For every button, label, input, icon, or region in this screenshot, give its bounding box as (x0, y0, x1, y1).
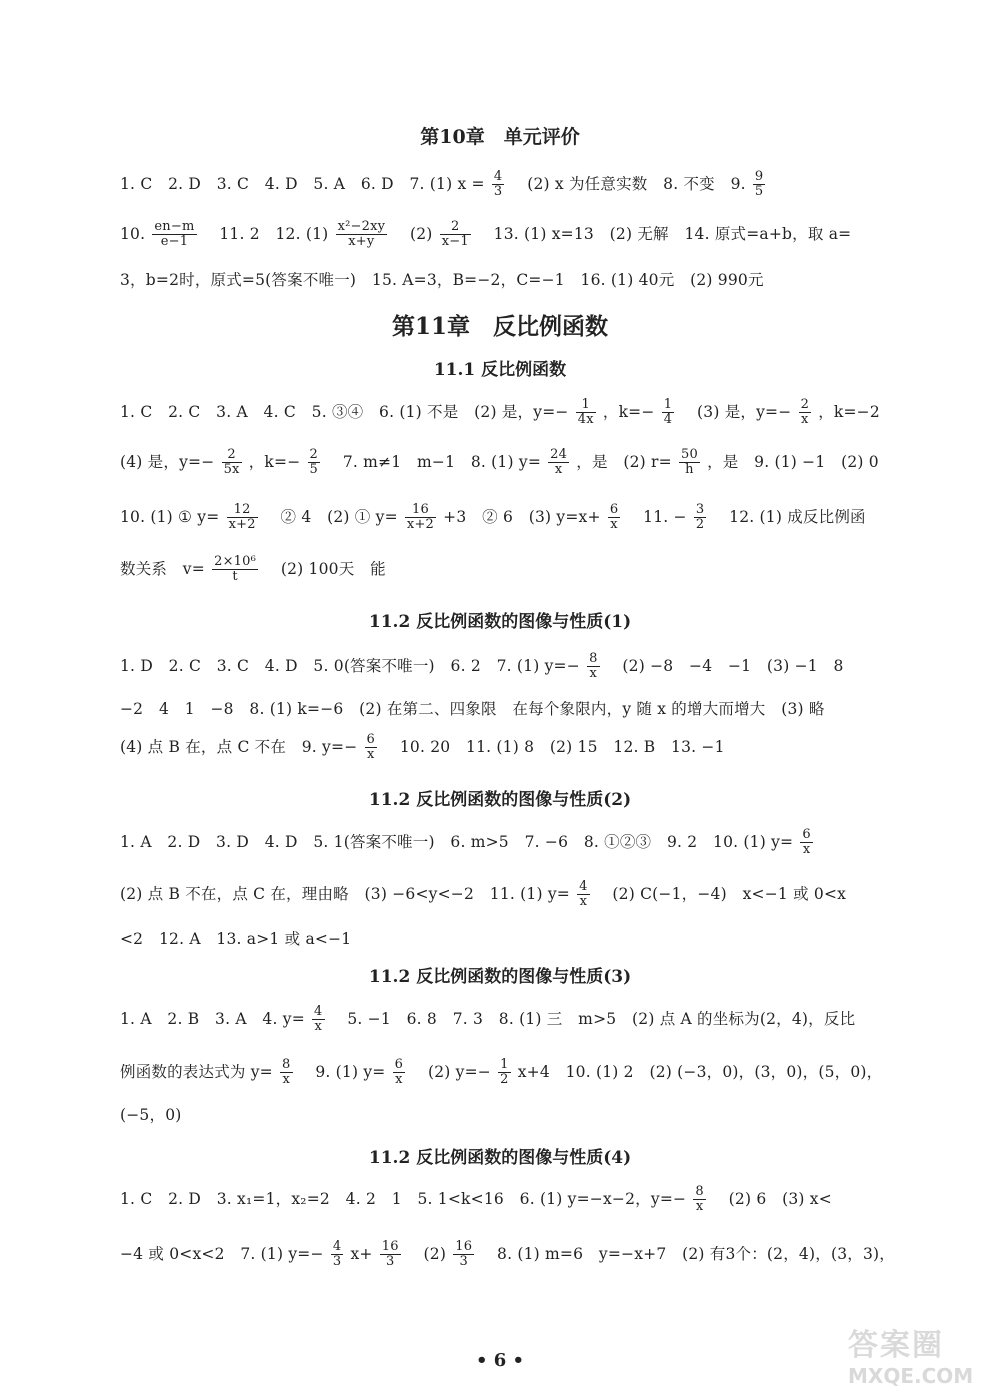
fraction (577, 880, 589, 910)
text-segment: ② 4 (2) ① y= (264, 507, 398, 526)
numerator: 1 (576, 398, 596, 413)
fraction (222, 448, 242, 478)
text-segment: +3 ② 6 (3) y=x+ (443, 507, 601, 526)
denominator: x (801, 412, 809, 428)
fraction (380, 1240, 401, 1270)
text-segment: ，k=− (248, 452, 301, 471)
denominator: x (589, 666, 598, 682)
text-segment: 例函数的表达式为 y= (120, 1062, 273, 1081)
text-segment: 10. (120, 224, 146, 243)
text-segment: 1. C 2. D 3. x₁=1，x₂=2 4. 2 1 5. 1<k<16 6. (1) y=−x−2，y=− (120, 1189, 687, 1208)
fraction (498, 1058, 510, 1088)
text-segment: 数关系 v= (120, 559, 205, 578)
denominator: x (610, 517, 618, 533)
fraction (405, 503, 436, 533)
numerator: 4 (314, 1004, 323, 1019)
numerator: 2 (800, 397, 810, 412)
numerator: x²−2xy (337, 219, 386, 234)
numerator: 2×10⁶ (214, 554, 257, 569)
s4-line-1 (120, 1005, 890, 1035)
fraction (331, 1240, 343, 1270)
text-segment: 1. D 2. C 3. C 4. D 5. 0(答案不唯一) 6. 2 7. (1) y=− (120, 656, 580, 675)
section-11-2-2-title: 11.2 反比例函数的图像与性质(2) (368, 790, 632, 810)
numerator: 6 (394, 1057, 404, 1072)
fraction (308, 448, 320, 478)
fraction (492, 170, 504, 200)
numerator: 24 (550, 447, 568, 462)
text-segment: 10. (1) ① y= (120, 507, 220, 526)
text-segment: (2) x 为任意实数 8. 不变 9. (511, 174, 746, 193)
chapter11-title: 第11章 反比例函数 (391, 313, 608, 340)
denominator: 2 (695, 517, 705, 533)
text-segment: 13. (1) x=13 (2) 无解 14. 原式=a+b，取 a= (477, 224, 852, 243)
fraction (393, 1058, 405, 1088)
text-segment: 12. (1) 成反比例函 (713, 507, 866, 526)
s5-line-2 (120, 1239, 895, 1270)
fraction (693, 1185, 705, 1215)
denominator: x−1 (441, 234, 469, 250)
numerator: 16 (455, 1239, 473, 1254)
text-segment: (3) 是，y=− (681, 402, 792, 421)
text-segment: ，k=− (602, 402, 655, 421)
watermark (848, 1320, 988, 1388)
s1-line-1 (120, 398, 890, 428)
s4-line-2 (120, 1058, 890, 1088)
denominator: 3 (332, 1254, 342, 1270)
denominator: 3 (493, 184, 503, 200)
numerator: en−m (154, 219, 195, 234)
text-segment: x+ (350, 1244, 373, 1263)
fraction (453, 1240, 474, 1270)
denominator: x+2 (406, 517, 435, 533)
denominator: x (579, 894, 588, 910)
fraction (365, 733, 377, 763)
section-11-2-3-title: 11.2 反比例函数的图像与性质(3) (368, 967, 632, 987)
s1-line-2 (120, 448, 890, 478)
denominator: 5 (309, 462, 319, 478)
numerator: 6 (802, 827, 811, 842)
denominator: x (282, 1072, 291, 1088)
numerator: 2 (440, 220, 471, 235)
ch10-line-1 (120, 170, 890, 200)
numerator: 6 (609, 502, 619, 517)
denominator: x (367, 747, 375, 763)
text-segment: 8. (1) m=6 y=−x+7 (2) 有3个：(2，4)，(3，3)， (481, 1244, 895, 1263)
fraction (227, 503, 258, 533)
text-segment: (2) −8 −4 −1 (3) −1 8 (606, 656, 844, 675)
fraction (694, 503, 706, 533)
denominator: 3 (385, 1254, 395, 1270)
text-segment: −4 或 0<x<2 7. (1) y=− (120, 1244, 324, 1263)
fraction (800, 828, 812, 858)
text-segment: 1. A 2. B 3. A 4. y= (120, 1009, 305, 1028)
fraction (799, 398, 811, 428)
denominator: 4x (577, 412, 594, 428)
fraction (280, 1058, 292, 1088)
fraction (662, 398, 674, 428)
section-11-2-4-title: 11.2 反比例函数的图像与性质(4) (368, 1148, 632, 1168)
text-segment: (2) 点 B 不在，点 C 在，理由略 (3) −6<y<−2 11. (1) y= (120, 884, 570, 903)
numerator: 1 (663, 397, 673, 412)
denominator: 4 (663, 412, 673, 428)
denominator: 5 (754, 184, 764, 200)
numerator: 16 (405, 503, 436, 518)
numerator: 4 (332, 1239, 342, 1254)
text-segment: (2) y=− (412, 1062, 491, 1081)
text-segment: 5. −1 6. 8 7. 3 8. (1) 三 m>5 (2) 点 A 的坐标为(2，4)，反比 (331, 1009, 856, 1028)
denominator: t (232, 569, 238, 585)
fraction (576, 398, 596, 428)
fraction (336, 220, 388, 250)
s3-line-3: <2 12. A 13. a>1 或 a<−1 (120, 930, 352, 948)
numerator: 3 (695, 502, 705, 517)
fraction (753, 170, 765, 200)
text-segment: x+4 10. (1) 2 (2) (−3，0)，(3，0)，(5，0)， (517, 1062, 883, 1081)
fraction (440, 220, 471, 250)
text-segment: (4) 是，y=− (120, 452, 215, 471)
section-11-1-title: 11.1 反比例函数 (433, 360, 567, 380)
s2-line-2: −2 4 1 −8 8. (1) k=−6 (2) 在第二、四象限 在每个象限内，y 随 x 的增大而增大 (3) 略 (120, 700, 825, 718)
numerator: 4 (579, 879, 588, 894)
fraction (152, 220, 196, 250)
denominator: x (395, 1072, 403, 1088)
fraction (679, 448, 700, 478)
s2-line-3 (120, 733, 890, 763)
chapter10-title: 第10章 单元评价 (420, 126, 580, 148)
numerator: 8 (282, 1057, 291, 1072)
fraction (608, 503, 620, 533)
numerator: 2 (309, 447, 319, 462)
text-segment: 9. (1) y= (299, 1062, 386, 1081)
text-segment: 1. A 2. D 3. D 4. D 5. 1(答案不唯一) 6. m>5 7. −6 8. ①②③ 9. 2 10. (1) y= (120, 832, 794, 851)
s1-line-4 (120, 555, 890, 585)
text-segment: 1. C 2. C 3. A 4. C 5. ③④ 6. (1) 不是 (2) 是，y=− (120, 402, 569, 421)
denominator: 2 (500, 1072, 509, 1088)
numerator: 9 (754, 169, 764, 184)
denominator: x+2 (228, 517, 256, 533)
fraction (548, 448, 569, 478)
numerator: 8 (695, 1184, 704, 1199)
text-segment: (2) C(−1，−4) x<−1 或 0<x (596, 884, 847, 903)
denominator: x+y (348, 234, 375, 250)
text-segment: 1. C 2. D 3. C 4. D 5. A 6. D 7. (1) x = (120, 174, 485, 193)
denominator: x (695, 1199, 704, 1215)
denominator: 3 (459, 1254, 468, 1270)
text-segment: ，k=−2 (818, 402, 880, 421)
text-segment: (2) (394, 224, 433, 243)
denominator: x (802, 842, 811, 858)
text-segment: (2) 6 (3) x< (712, 1189, 832, 1208)
text-segment: 11. 2 12. (1) (203, 224, 329, 243)
denominator: e−1 (160, 234, 189, 250)
numerator: 50 (680, 447, 698, 462)
s1-line-3 (120, 503, 890, 533)
s2-line-1 (120, 652, 890, 682)
text-segment: (2) 100天 能 (265, 559, 386, 578)
denominator: x (554, 462, 563, 478)
watermark-url: MXQE.COM (848, 1364, 974, 1388)
text-segment: ，是 9. (1) −1 (2) 0 (707, 452, 879, 471)
fraction (587, 652, 599, 682)
ch10-line-2 (120, 220, 890, 250)
numerator: 4 (493, 169, 503, 184)
denominator: h (685, 462, 694, 478)
numerator: 8 (589, 651, 598, 666)
denominator: 5x (223, 462, 240, 478)
text-segment: 11. − (627, 507, 687, 526)
fraction (212, 555, 258, 585)
numerator: 16 (381, 1239, 399, 1254)
numerator: 12 (227, 503, 258, 518)
s4-line-3: (−5，0) (120, 1106, 182, 1124)
watermark-logo: 答案圈 (848, 1328, 944, 1363)
s3-line-1 (120, 828, 890, 858)
s5-line-1 (120, 1185, 890, 1215)
text-segment: 10. 20 11. (1) 8 (2) 15 12. B 13. −1 (384, 737, 725, 756)
text-segment: (2) (407, 1244, 447, 1263)
denominator: x (314, 1019, 323, 1035)
text-segment: ，是 (2) r= (576, 452, 672, 471)
section-11-2-1-title: 11.2 反比例函数的图像与性质(1) (368, 612, 632, 632)
s3-line-2 (120, 880, 890, 910)
ch10-line-3: 3，b=2时，原式=5(答案不唯一) 15. A=3，B=−2，C=−1 16. (1) 40元 (2) 990元 (120, 271, 764, 289)
text-segment: (4) 点 B 在，点 C 不在 9. y=− (120, 737, 358, 756)
fraction (312, 1005, 324, 1035)
numerator: 2 (222, 448, 242, 463)
page-number: • 6 • (475, 1350, 525, 1371)
text-segment: 7. m≠1 m−1 8. (1) y= (327, 452, 542, 471)
numerator: 6 (366, 732, 376, 747)
numerator: 1 (500, 1057, 509, 1072)
